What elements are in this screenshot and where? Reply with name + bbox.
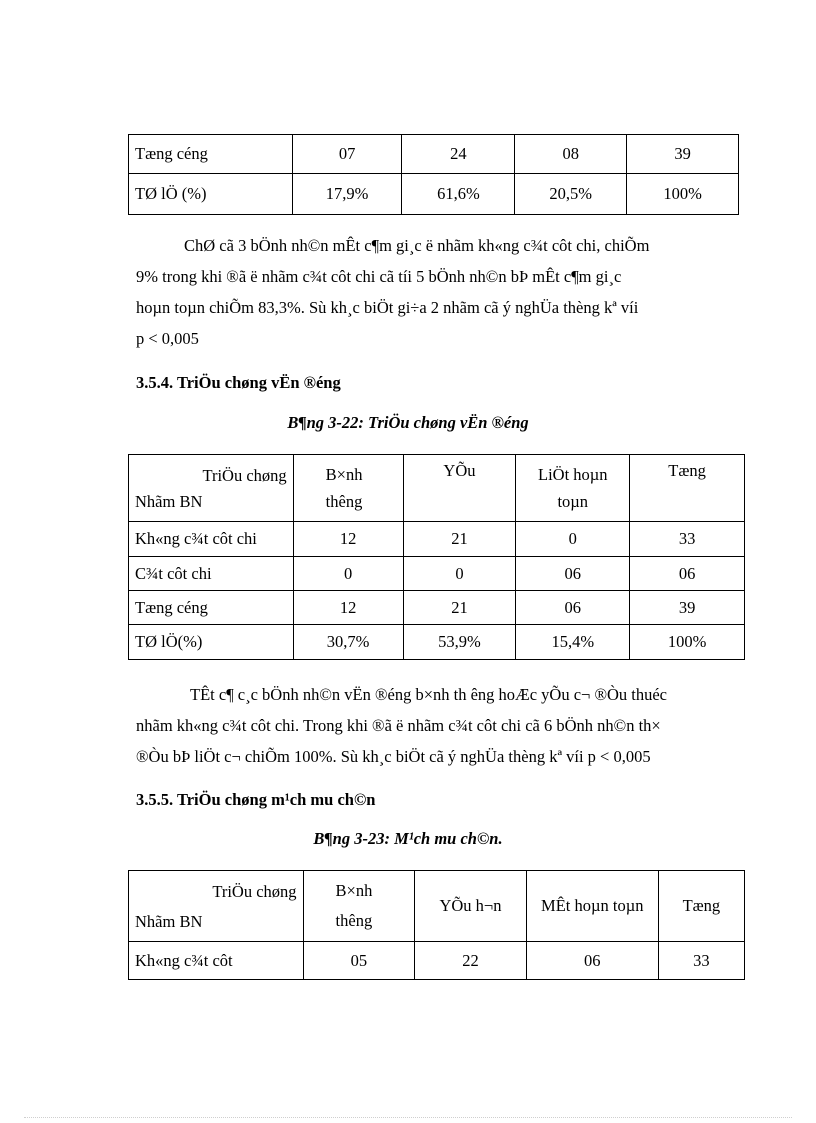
- paragraph-motor: [136, 679, 740, 772]
- section-heading-pulse: 3.5.5. TriÖu chøng m¹ch mu ch©n: [136, 790, 376, 809]
- cell: 05: [303, 942, 415, 980]
- row-label: TØ lÖ (%): [129, 174, 293, 215]
- table-row: [129, 522, 745, 557]
- section-heading-motor: 3.5.4. TriÖu chøng vËn ®éng: [136, 373, 341, 392]
- cell: 17,9%: [292, 174, 402, 215]
- cell: 06: [516, 591, 630, 625]
- cell: 0: [293, 557, 403, 591]
- cell: 06: [526, 942, 658, 980]
- table-row: [129, 591, 745, 625]
- table-row: [129, 625, 745, 660]
- row-label: Tæng céng: [129, 135, 293, 174]
- cell: 100%: [630, 625, 745, 660]
- corner-header-cell: [129, 871, 304, 942]
- cell: 33: [658, 942, 744, 980]
- corner-header-cell: [129, 455, 294, 522]
- column-header: YÕu h¬n: [415, 871, 527, 942]
- paragraph-line: 9% trong khi ®ã ë nhãm c¾t côt chi cã tíi 5 bÖnh nh©n bÞ mÊt c¶m gi¸c: [136, 267, 622, 286]
- column-header: Tæng: [630, 455, 745, 522]
- column-header: B×nh thêng: [303, 871, 415, 942]
- cell: 30,7%: [293, 625, 403, 660]
- row-label: Kh«ng c¾t côt chi: [129, 522, 294, 557]
- cell: 21: [403, 522, 516, 557]
- paragraph-sensory: [136, 230, 740, 354]
- cell: 07: [292, 135, 402, 174]
- column-header: B×nh thêng: [293, 455, 403, 522]
- column-header: LiÖt hoµn toµn: [516, 455, 630, 522]
- corner-header-bottom: Nhãm BN: [135, 912, 203, 931]
- row-label: Kh«ng c¾t côt: [129, 942, 304, 980]
- paragraph-line: ChØ cã 3 bÖnh nh©n mÊt c¶m gi¸c ë nhãm kh«ng c¾t côt chi, chiÕm: [184, 236, 650, 255]
- cell: 39: [630, 591, 745, 625]
- table-header-row: [129, 455, 745, 522]
- cell: 12: [293, 522, 403, 557]
- cell: 12: [293, 591, 403, 625]
- table-row: [129, 135, 739, 174]
- paragraph-line: ®Òu bÞ liÖt c¬ chiÕm 100%. Sù kh¸c biÖt cã ý nghÜa thèng kª víi p < 0,005: [136, 747, 651, 766]
- row-label: TØ lÖ(%): [129, 625, 294, 660]
- cell: 20,5%: [515, 174, 627, 215]
- table-row: [129, 557, 745, 591]
- cell: 24: [402, 135, 515, 174]
- corner-header-top: TriÖu chøng: [202, 466, 287, 485]
- paragraph-line: TÊt c¶ c¸c bÖnh nh©n vËn ®éng b×nh th êng hoÆc yÕu c¬ ®Òu thuéc: [190, 685, 668, 704]
- table-foot-pulse: [128, 870, 745, 980]
- table-caption-pulse: B¶ng 3-23: M¹ch mu ch©n.: [313, 829, 503, 848]
- table-header-row: [129, 871, 745, 942]
- table-row: [129, 942, 745, 980]
- paragraph-line: nhãm kh«ng c¾t côt chi. Trong khi ®ã ë nhãm c¾t côt chi cã 6 bÖnh nh©n th×: [136, 716, 661, 735]
- column-header: YÕu: [403, 455, 516, 522]
- table-continuation: [128, 134, 739, 215]
- cell: 61,6%: [402, 174, 515, 215]
- cell: 15,4%: [516, 625, 630, 660]
- table-row: [129, 174, 739, 215]
- cell: 0: [403, 557, 516, 591]
- corner-header-bottom: Nhãm BN: [135, 492, 203, 511]
- cell: 53,9%: [403, 625, 516, 660]
- cell: 33: [630, 522, 745, 557]
- row-label: C¾t côt chi: [129, 557, 294, 591]
- corner-header-top: TriÖu chøng: [212, 882, 297, 901]
- column-header: MÊt hoµn toµn: [526, 871, 658, 942]
- cell: 39: [627, 135, 739, 174]
- cell: 100%: [627, 174, 739, 215]
- column-header: Tæng: [658, 871, 744, 942]
- page-edge-divider: [24, 1117, 792, 1118]
- cell: 06: [516, 557, 630, 591]
- cell: 08: [515, 135, 627, 174]
- table-caption-motor: B¶ng 3-22: TriÖu chøng vËn ®éng: [287, 413, 529, 432]
- cell: 06: [630, 557, 745, 591]
- row-label: Tæng céng: [129, 591, 294, 625]
- paragraph-line: hoµn toµn chiÕm 83,3%. Sù kh¸c biÖt gi÷a 2 nhãm cã ý nghÜa thèng kª víi: [136, 298, 639, 317]
- paragraph-line: p < 0,005: [136, 329, 199, 348]
- cell: 22: [415, 942, 527, 980]
- cell: 21: [403, 591, 516, 625]
- table-motor-symptoms: [128, 454, 745, 660]
- cell: 0: [516, 522, 630, 557]
